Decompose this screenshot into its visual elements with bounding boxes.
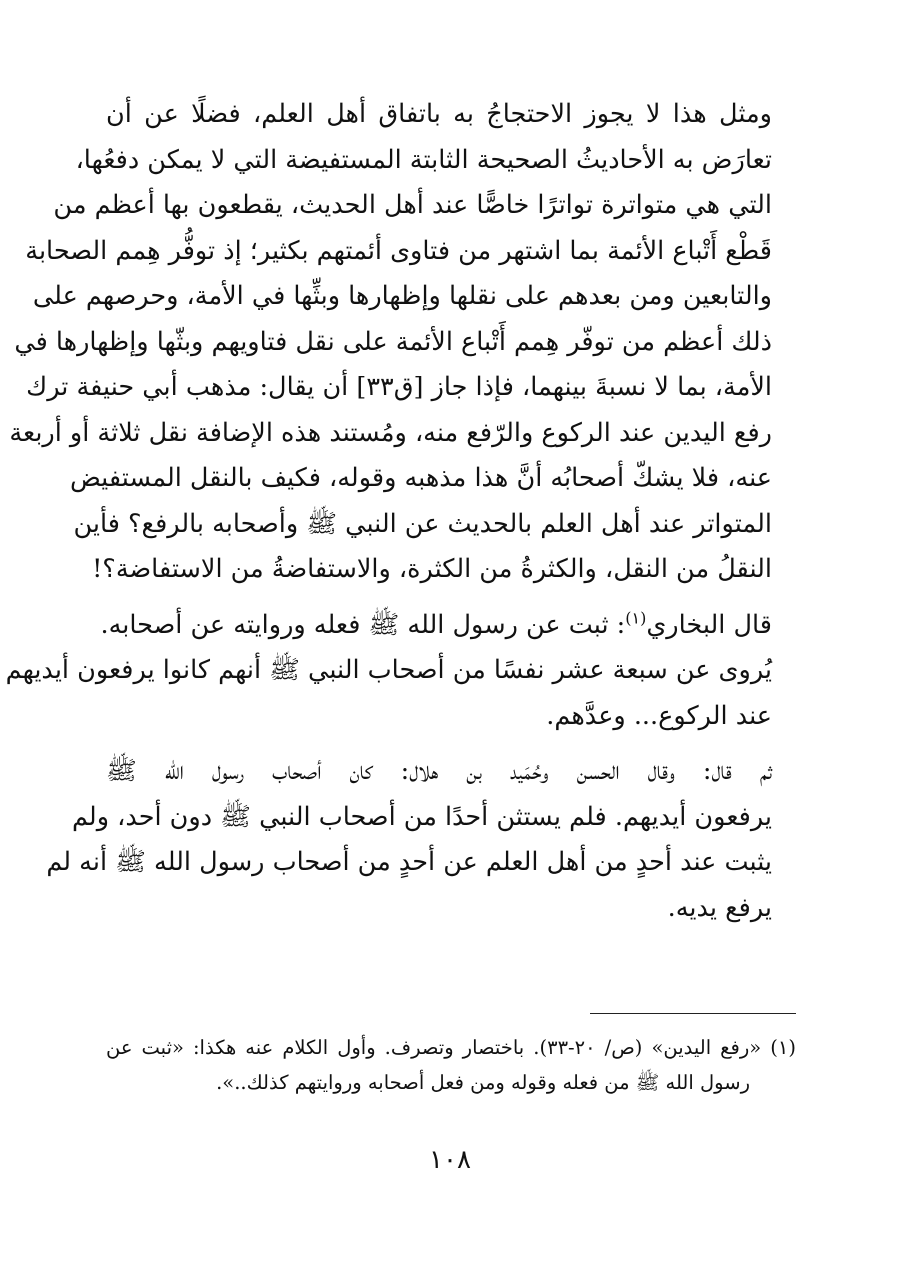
text-line: التي هي متواترة تواترًا خاصًّا عند أهل الحديث، يقطعون بها أعظم من — [53, 190, 772, 220]
footnote-line: رسول الله ﷺ من فعله وقوله ومن فعل أصحابه وروايتهم كذلك..». — [216, 1071, 750, 1094]
paragraph-2 — [5, 603, 796, 740]
book-page-body — [5, 92, 796, 931]
text-line: عنه، فلا يشكّ أصحابُه أنَّ هذا مذهبه وقوله، فكيف بالنقل المستفيض — [69, 463, 772, 493]
text-line: عند الركوع... وعدَّهم. — [546, 700, 772, 731]
footnotes — [106, 1030, 796, 1100]
text-line: قَطْع أَتْباع الأئمة بما اشتهر من فتاوى أئمتهم بكثير؛ إذ توفُّر هِمم الصحابة — [25, 235, 772, 266]
text-line — [100, 603, 772, 649]
text-line: ثم قال: وقال الحسن وحُمَيد بن هلال: كان أصحاب رسول الله ﷺ — [106, 756, 772, 786]
text-line: ذلك أعظم من توفّر هِمم أَتْباع الأئمة على نقل فتاويهم وبثّها وإظهارها في — [14, 326, 772, 357]
text-line: رفع اليدين عند الركوع والرّفع منه، ومُستند هذه الإضافة نقل ثلاثة أو أربعة — [9, 417, 772, 448]
footnote-ref-1: (١) — [625, 608, 647, 627]
text-line: يُروى عن سبعة عشر نفسًا من أصحاب النبي ﷺ أنهم كانوا يرفعون أيديهم — [5, 655, 772, 685]
text-line: تعارَض به الأحاديثُ الصحيحة الثابتة المستفيضة التي لا يمكن دفعُها، — [75, 144, 772, 175]
text-line: يرفعون أيديهم. فلم يستثن أحدًا من أصحاب النبي ﷺ دون أحد، ولم — [71, 801, 772, 832]
text-line: المتواتر عند أهل العلم بالحديث عن النبي ﷺ وأصحابه بالرفع؟ فأين — [73, 508, 772, 539]
text-line-rest: : ثبت عن رسول الله ﷺ فعله وروايته عن أصحابه. — [100, 609, 626, 640]
text-line: والتابعين ومن بعدهم على نقلها وإظهارها وبثِّها في الأمة، وحرصهم على — [32, 281, 772, 311]
footnote-1 — [106, 1030, 796, 1100]
text-line: ومثل هذا لا يجوز الاحتجاجُ به باتفاق أهل العلم، فضلًا عن أن — [106, 99, 772, 129]
page-number: ١٠٨ — [429, 1145, 471, 1175]
text-line: يثبت عند أحدٍ من أهل العلم عن أحدٍ من أصحاب رسول الله ﷺ أنه لم — [46, 847, 772, 877]
paragraph-1 — [9, 92, 796, 593]
text-line: يرفع يديه. — [667, 892, 772, 923]
text-line: الأمة، بما لا نسبةَ بينهما، فإذا جاز [ق٣٣] أن يقال: مذهب أبي حنيفة ترك — [26, 372, 772, 402]
footnote-separator — [590, 1013, 796, 1014]
text-line: النقلُ من النقل، والكثرةُ من الكثرة، والاستفاضةُ من الاستفاضة؟! — [92, 554, 772, 584]
paragraph-3 — [46, 749, 796, 931]
footnote-line: (١) «رفع اليدين» (ص/ ٢٠-٣٣). باختصار وتصرف. وأول الكلام عنه هكذا: «ثبت عن — [106, 1036, 796, 1059]
paragraph-lead: قال البخاري — [646, 609, 772, 640]
